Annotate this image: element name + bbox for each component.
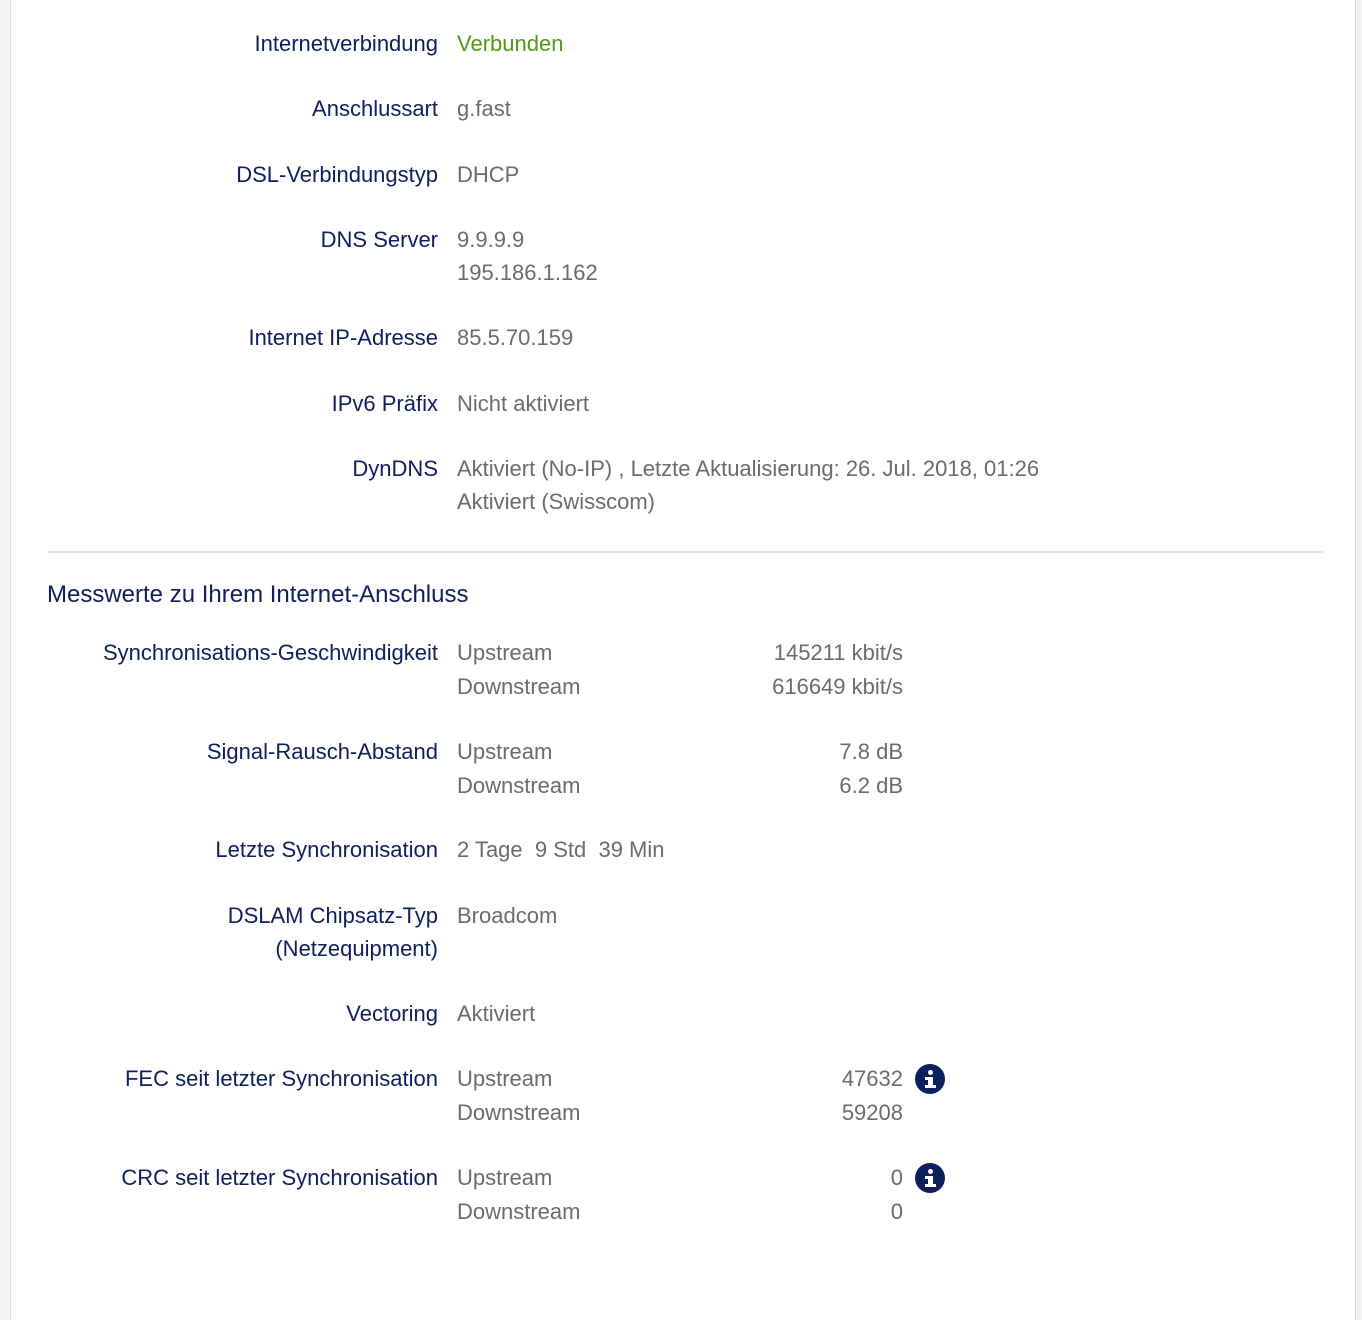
value-dyndns-2: Aktiviert (Swisscom) [457, 489, 656, 514]
value-dsl-verbindungstyp: DHCP [457, 162, 520, 187]
value-ipv6-praefix: Nicht aktiviert [457, 391, 590, 416]
downstream-value: 0 [890, 1198, 903, 1224]
value-last-sync: 2 Tage 9 Std 39 Min [457, 837, 665, 862]
label-internet-ip: Internet IP-Adresse [248, 325, 438, 350]
downstream-value: 59208 [841, 1099, 903, 1125]
label-dslam-line2: (Netzequipment) [275, 936, 438, 961]
value-vectoring: Aktiviert [457, 1001, 536, 1026]
section-divider [47, 551, 1323, 553]
label-dslam-line1: DSLAM Chipsatz-Typ [227, 903, 438, 928]
label-last-sync: Letzte Synchronisation [215, 837, 438, 862]
upstream-label: Upstream [457, 1165, 553, 1190]
value-internetverbindung: Verbunden [457, 31, 564, 56]
upstream-value: 145211 kbit/s [773, 640, 903, 665]
label-sync-speed: Synchronisations-Geschwindigkeit [102, 640, 438, 665]
label-dyndns: DynDNS [352, 456, 438, 481]
label-dsl-verbindungstyp: DSL-Verbindungstyp [236, 162, 438, 187]
label-ipv6-praefix: IPv6 Präfix [331, 391, 438, 416]
value-anschlussart: g.fast [457, 96, 511, 121]
upstream-value: 0 [890, 1165, 903, 1190]
upstream-value: 7.8 dB [839, 739, 903, 764]
value-dyndns-1: Aktiviert (No-IP) , Letzte Aktualisierung: 26. Jul. 2018, 01:26 [457, 456, 1040, 481]
snr-downstream [457, 769, 907, 803]
fec-downstream [457, 1096, 907, 1130]
upstream-label: Upstream [457, 1066, 553, 1091]
upstream-value: 47632 [841, 1066, 903, 1091]
downstream-label: Downstream [457, 772, 581, 798]
label-internetverbindung: Internetverbindung [254, 31, 438, 56]
info-icon[interactable] [915, 1064, 945, 1094]
label-fec: FEC seit letzter Synchronisation [124, 1066, 438, 1091]
value-dns-server-2: 195.186.1.162 [457, 260, 598, 285]
snr-upstream [457, 735, 907, 769]
downstream-value: 6.2 dB [839, 772, 903, 798]
sync-speed-downstream [457, 670, 907, 704]
downstream-label: Downstream [457, 673, 581, 699]
downstream-value: 616649 kbit/s [772, 673, 903, 699]
crc-downstream [457, 1195, 907, 1229]
fec-values [457, 1062, 907, 1129]
label-vectoring: Vectoring [346, 1001, 438, 1026]
downstream-label: Downstream [457, 1099, 581, 1125]
label-snr: Signal-Rausch-Abstand [206, 739, 438, 764]
value-internet-ip: 85.5.70.159 [457, 325, 574, 350]
label-crc: CRC seit letzter Synchronisation [121, 1165, 438, 1190]
upstream-label: Upstream [457, 640, 553, 665]
label-dns-server: DNS Server [320, 227, 438, 252]
crc-values [457, 1161, 907, 1228]
status-panel [10, 0, 1356, 1320]
label-anschlussart: Anschlussart [312, 96, 438, 121]
fec-upstream [457, 1062, 907, 1096]
sync-speed-values [457, 636, 907, 703]
value-dslam: Broadcom [457, 903, 558, 928]
crc-upstream [457, 1161, 907, 1195]
value-dns-server-1: 9.9.9.9 [457, 227, 525, 252]
upstream-label: Upstream [457, 739, 553, 764]
sync-speed-upstream [457, 636, 907, 670]
info-icon[interactable] [915, 1163, 945, 1193]
downstream-label: Downstream [457, 1198, 581, 1224]
snr-values [457, 735, 907, 802]
section-title-messwerte: Messwerte zu Ihrem Internet-Anschluss [47, 581, 469, 608]
